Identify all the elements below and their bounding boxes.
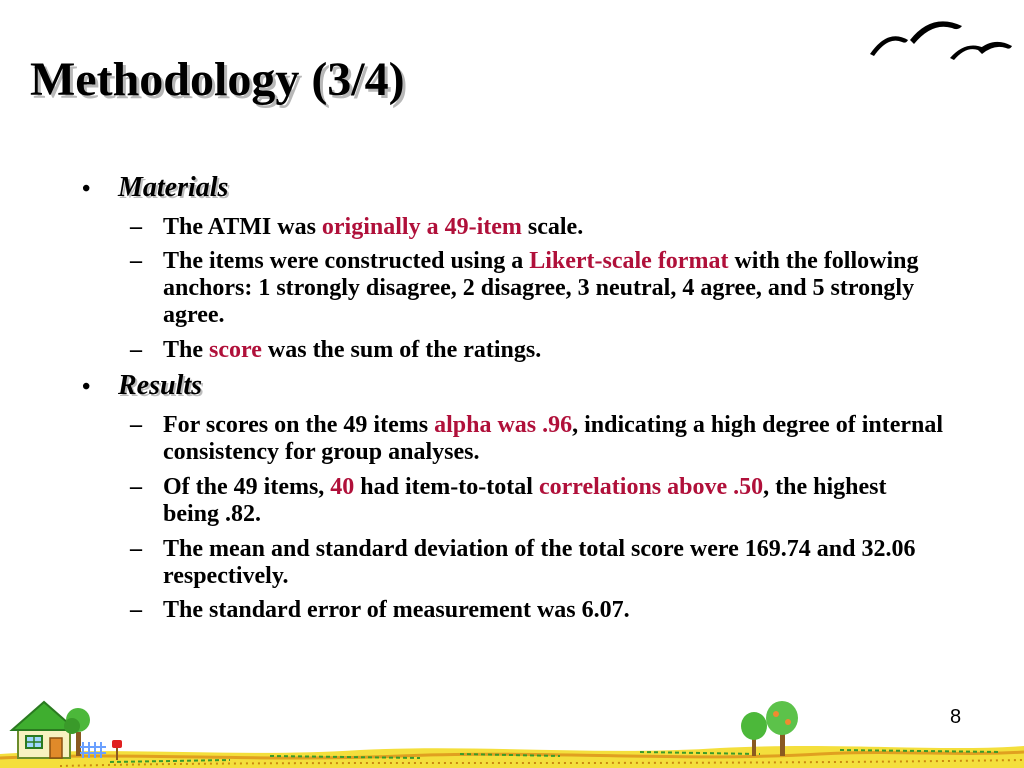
sub-item-text (163, 597, 948, 624)
dash-marker: – (130, 597, 142, 623)
sub-item-text (163, 474, 948, 528)
text-run: was the sum of the ratings. (261, 337, 542, 363)
sub-item-text (163, 412, 948, 466)
text-run: Of the 49 items, (163, 474, 331, 500)
sub-item-text (163, 248, 948, 329)
ground-strip (0, 746, 1024, 768)
footer-decoration (0, 696, 1024, 768)
sub-item-text (163, 214, 948, 241)
highlight-run: score (209, 337, 262, 363)
highlight-run: Likert-scale format (529, 248, 729, 274)
page-number: 8 (950, 706, 962, 728)
text-run: The (163, 337, 210, 363)
text-run: , the highest being .82. (163, 474, 887, 527)
text-run: For scores on the 49 items (163, 412, 435, 438)
highlight-run: alpha was .96 (434, 412, 573, 438)
sub-item-text (163, 536, 948, 590)
slide-title: Methodology (3/4) (30, 53, 405, 106)
highlight-run: originally a 49-item (321, 214, 522, 240)
sub-item-text (163, 337, 948, 364)
dash-marker: – (130, 337, 142, 363)
dash-marker: – (130, 248, 142, 274)
dash-marker: – (130, 536, 142, 562)
text-run: The mean and standard deviation of the total score were 169.74 and 32.06 respectively. (163, 536, 916, 589)
text-run: The standard error of measurement was 6.07. (163, 597, 630, 623)
bullet-dot: • (82, 176, 91, 202)
bullet-dot: • (82, 374, 91, 400)
highlight-run: 40 (330, 474, 355, 500)
dash-marker: – (130, 474, 142, 500)
text-run: had item-to-total (354, 474, 539, 500)
dash-marker: – (130, 412, 142, 438)
text-run: with the following anchors: 1 strongly disagree, 2 disagree, 3 neutral, 4 agree, and 5 strongly agree. (163, 248, 919, 328)
text-run: scale. (521, 214, 584, 240)
bullet-label: Materials (118, 172, 229, 203)
text-run: The ATMI was (163, 214, 322, 240)
highlight-run: correlations above .50 (538, 474, 764, 500)
bullet-label: Results (118, 370, 203, 401)
text-run: The items were constructed using a (163, 248, 530, 274)
text-run: , indicating a high degree of internal consistency for group analyses. (163, 412, 944, 465)
dash-marker: – (130, 214, 142, 240)
